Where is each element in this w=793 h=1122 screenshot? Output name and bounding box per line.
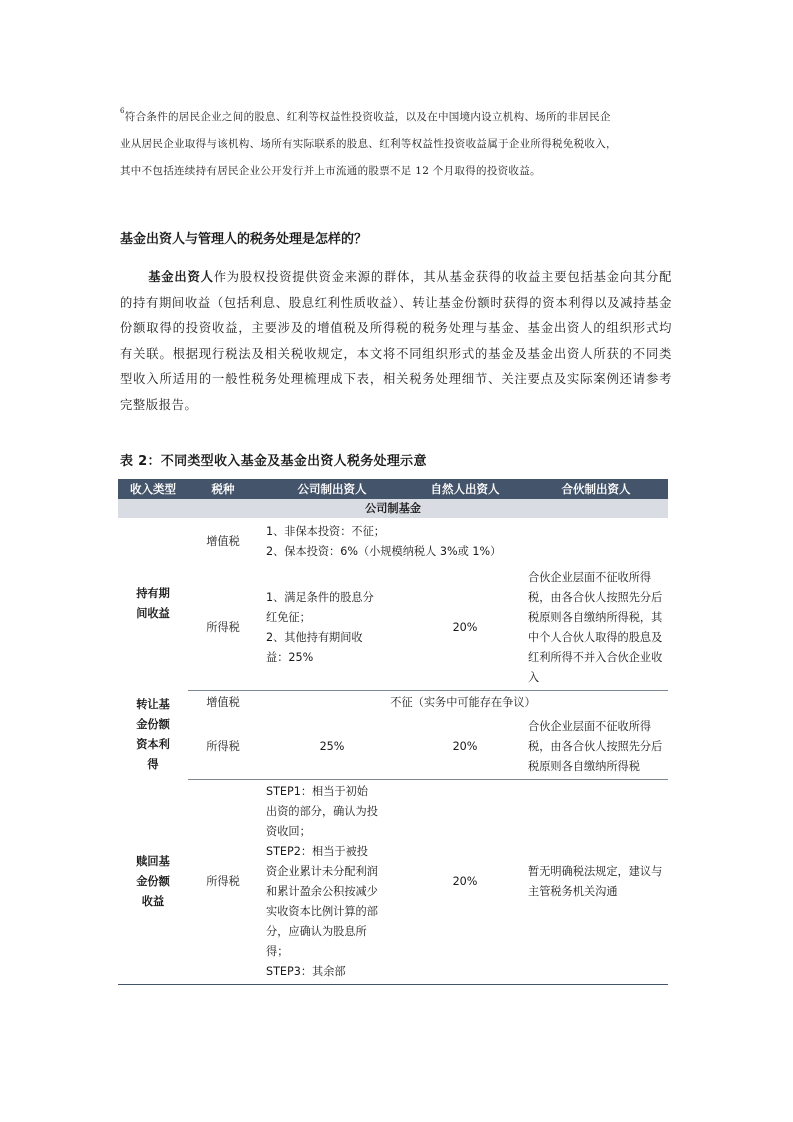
table-row bbox=[118, 780, 668, 985]
corporate-cell: STEP1：相当于初始出资的部分，确认为投资收回； STEP2：相当于被投资企业累计未分配利润和累计盈余公积按减少实收资本比例计算的部分，应确认为股息所得； STEP3：其余部 bbox=[258, 780, 406, 985]
table-row bbox=[118, 691, 668, 716]
header-corporate-investor: 公司制出资人 bbox=[258, 479, 406, 499]
individual-cell: 20% bbox=[406, 715, 524, 780]
tax-type-cell: 增值税 bbox=[206, 535, 240, 548]
tax-type-cell: 所得税 bbox=[188, 715, 258, 780]
tax-type-cell: 所得税 bbox=[188, 566, 258, 691]
corporate-cell: 25% bbox=[258, 715, 406, 780]
partnership-cell: 合伙企业层面不征收所得税，由各合伙人按照先分后税原则各自缴纳所得税 bbox=[524, 715, 668, 780]
partnership-cell: 暂无明确税法规定，建议与主管税务机关沟通 bbox=[524, 780, 668, 985]
header-partnership-investor: 合伙制出资人 bbox=[524, 479, 668, 499]
tax-treatment-table bbox=[118, 479, 668, 985]
table-title: 表 2：不同类型收入基金及基金出资人税务处理示意 bbox=[120, 454, 427, 469]
category-cell: 赎回基金份额收益 bbox=[118, 780, 188, 985]
footnote bbox=[120, 104, 676, 185]
table-row bbox=[118, 566, 668, 691]
footnote-line-2: 业从居民企业取得与该机构、场所有实际联系的股息、红利等权益性投资收益属于企业所得税免税收入， bbox=[120, 138, 617, 150]
individual-cell: 20% bbox=[406, 566, 524, 691]
footnote-line-1: $^6$符合条件的居民企业之间的股息、红利等权益性投资收益，以及在中国境内设立机构、场所的非居民企 bbox=[120, 107, 611, 123]
body-paragraph bbox=[120, 264, 672, 418]
corporate-cell: 1、满足条件的股息分红免征； 2、其他持有期间收益：25% bbox=[258, 566, 406, 691]
section-label: 公司制基金 bbox=[118, 499, 668, 518]
paragraph-lead: 基金出资人 bbox=[148, 269, 214, 284]
category-cell: 转让基金份额资本利得 bbox=[136, 698, 170, 771]
individual-cell: 20% bbox=[406, 780, 524, 985]
vat-text-cell: 1、非保本投资：不征； 2、保本投资：6%（小规模纳税人 3%或 1%） bbox=[266, 525, 502, 558]
footnote-line-3: 其中不包括连续持有居民企业公开发行并上市流通的股票不足 12 个月取得的投资收益。 bbox=[120, 165, 541, 177]
vat-text-cell: 不征（实务中可能存在争议） bbox=[390, 696, 536, 709]
category-cell: 持有期间收益 bbox=[136, 587, 170, 621]
footnote-marker: 6 bbox=[120, 107, 125, 115]
section-heading: 基金出资人与管理人的税务处理是怎样的？ bbox=[120, 232, 368, 247]
tax-type-cell: 增值税 bbox=[206, 696, 240, 709]
header-tax-type: 税种 bbox=[188, 479, 258, 499]
tax-type-cell: 所得税 bbox=[188, 780, 258, 985]
table-row bbox=[118, 715, 668, 780]
partnership-cell: 合伙企业层面不征收所得税，由各合伙人按照先分后税原则各自缴纳所得税，其中个人合伙人取得的股息及红利所得不并入合伙企业收入 bbox=[524, 566, 668, 691]
section-row bbox=[118, 499, 668, 518]
table-header-row bbox=[118, 479, 668, 499]
table-row bbox=[118, 518, 668, 566]
header-income-type: 收入类型 bbox=[118, 479, 188, 499]
paragraph-body: 作为股权投资提供资金来源的群体，其从基金获得的收益主要包括基金向其分配的持有期间收益（包括利息、股息红利性质收益）、转让基金份额时获得的资本利得以及减持基金份额取得的投资收益，主要涉及的增值税及所得税的税务处理与基金、基金出资人的组织形式均有关联。根据现行税法及相关税收规定，本文将不同组织形式的基金及基金出资人所获的不同类型收入所适用的一般性税务处理梳理成下表，相关税务处理细节、关注要点及实际案例还请参考完整版报告。 bbox=[120, 270, 672, 412]
header-individual-investor: 自然人出资人 bbox=[406, 479, 524, 499]
